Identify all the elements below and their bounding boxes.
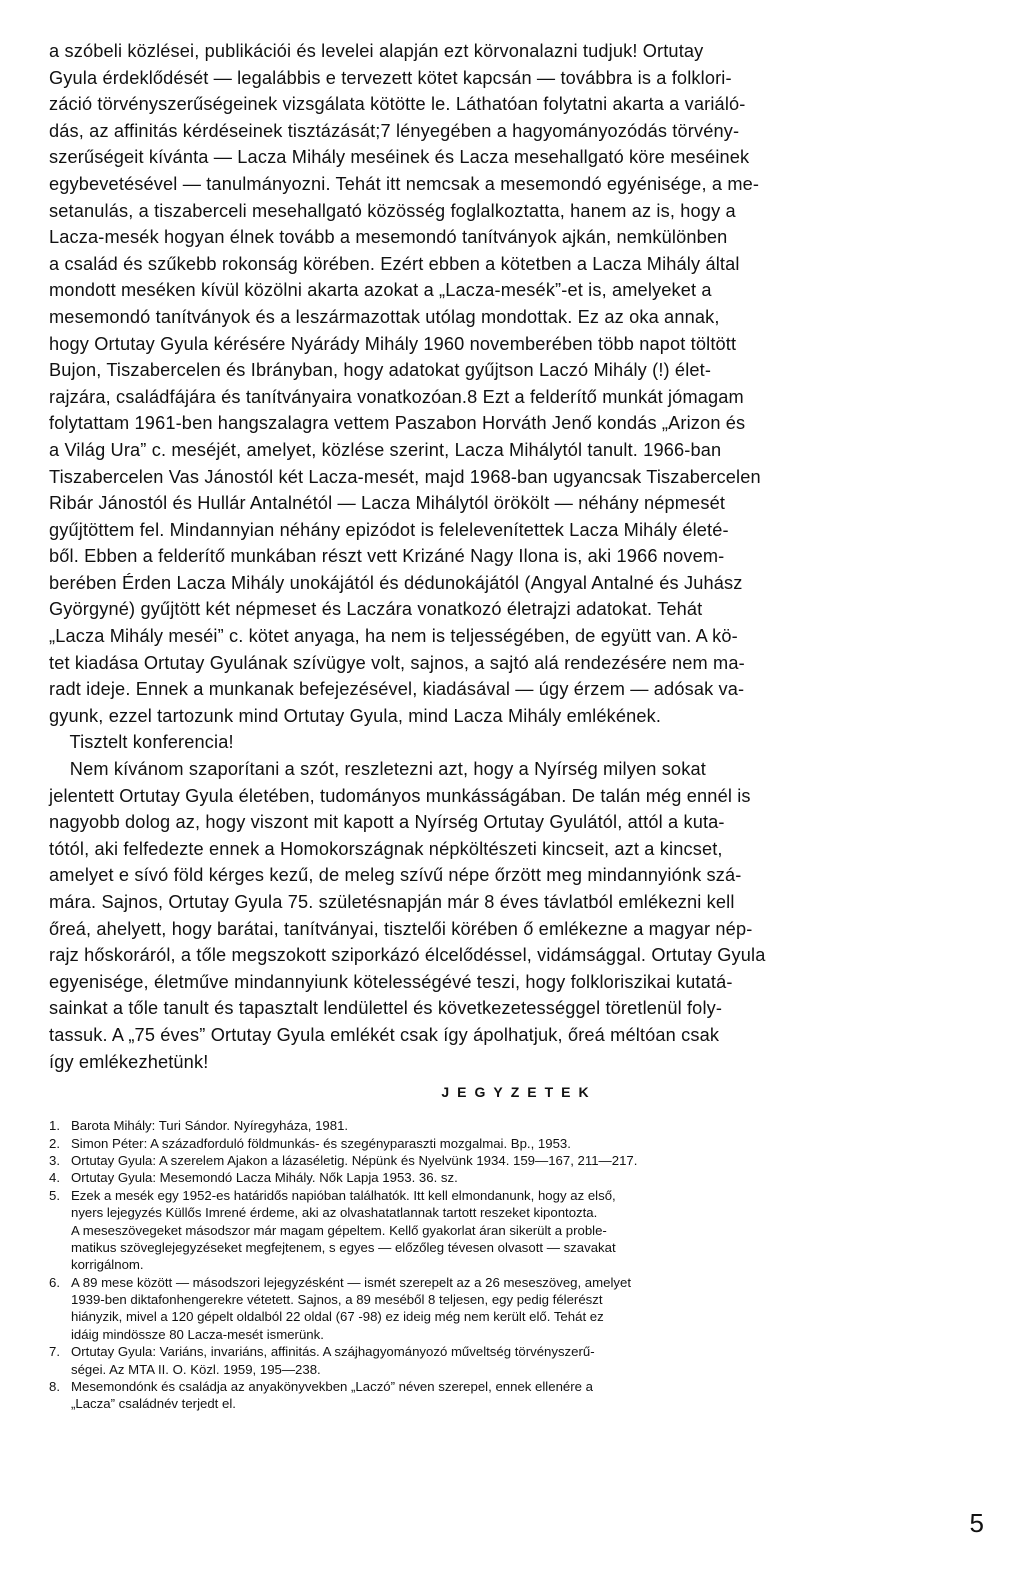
body-line: mesemondó tanítványok és a leszármazottak utólag mondottak. Ez az oka annak, bbox=[49, 306, 720, 327]
footnote-number: 7. bbox=[49, 1344, 60, 1360]
body-line: berében Érden Lacza Mihály unokájától és dédunokájától (Angyal Antalné és Juhász bbox=[49, 572, 743, 593]
body-line: hogy Ortutay Gyula kérésére Nyárády Mihály 1960 novemberében több napot töltött bbox=[49, 333, 737, 354]
footnote-text: nyers lejegyzés Küllős Imrené érdeme, aki az olvashatatlannak tartott reszeket kipontozta. bbox=[71, 1205, 598, 1221]
body-line: Bujon, Tiszabercelen és Ibrányban, hogy adatokat gyűjtson Laczó Mihály (!) élet- bbox=[49, 360, 712, 381]
body-line: mondott meséken kívül közölni akarta azokat a „Lacza-mesék”-et is, amelyeket a bbox=[49, 280, 712, 301]
footnote-number: 5. bbox=[49, 1187, 60, 1203]
body-text bbox=[49, 38, 989, 1075]
footnote-text: „Lacza” családnév terjedt el. bbox=[71, 1396, 236, 1412]
footnote-number: 1. bbox=[49, 1118, 60, 1134]
footnote-line bbox=[49, 1187, 989, 1204]
footnote-line bbox=[49, 1361, 989, 1378]
footnote-line bbox=[49, 1169, 989, 1186]
footnote-line bbox=[49, 1152, 989, 1169]
notes-list bbox=[49, 1117, 989, 1413]
notes-heading: JEGYZETEK bbox=[441, 1084, 597, 1101]
body-line: rajzára, családfájára és tanítványaira vonatkozóan.8 Ezt a felderítő munkát jómagam bbox=[49, 386, 744, 407]
footnote-line bbox=[49, 1326, 989, 1343]
body-line: őreá, ahelyett, hogy barátai, tanítványai, tisztelői körében ő emlékezne a magyar nép- bbox=[49, 918, 753, 939]
body-line: gyunk, ezzel tartozunk mind Ortutay Gyula, mind Lacza Mihály emlékének. bbox=[49, 705, 662, 726]
footnote-text: Ortutay Gyula: A szerelem Ajakon a lázaséletig. Népünk és Nyelvünk 1934. 159—167, 211—217. bbox=[71, 1152, 638, 1168]
footnote-text: korrigálnom. bbox=[71, 1257, 144, 1273]
body-line: ből. Ebben a felderítő munkában részt vett Krizáné Nagy Ilona is, aki 1966 novem- bbox=[49, 546, 725, 567]
body-line: Tisztelt konferencia! bbox=[49, 732, 234, 753]
footnote-line bbox=[49, 1256, 989, 1273]
body-line: tótól, aki felfedezte ennek a Homokországnak népköltészeti kincseit, azt a kincset, bbox=[49, 838, 723, 859]
footnote-number bbox=[49, 1361, 71, 1378]
body-line: tassuk. A „75 éves” Ortutay Gyula emlékét csak így ápolhatjuk, őreá méltóan csak bbox=[49, 1024, 720, 1045]
body-line: Lacza-mesék hogyan élnek tovább a mesemondó tanítványok ajkán, nemkülönben bbox=[49, 227, 728, 248]
footnote-text: Mesemondónk és családja az anyakönyvekben „Laczó” néven szerepel, ennek ellenére a bbox=[71, 1379, 593, 1395]
body-line: záció törvényszerűségeinek vizsgálata kötötte le. Láthatóan folytatni akarta a variáló- bbox=[49, 94, 746, 115]
footnote-number: 2. bbox=[49, 1135, 60, 1151]
footnote-number bbox=[49, 1222, 71, 1239]
footnote-text: Barota Mihály: Turi Sándor. Nyíregyháza, 1981. bbox=[71, 1118, 349, 1134]
body-line: gyűjtöttem fel. Mindannyian néhány epizódot is felelevenítettek Lacza Mihály életé- bbox=[49, 519, 729, 540]
footnote-line bbox=[49, 1204, 989, 1221]
footnote-line bbox=[49, 1378, 989, 1395]
footnote-line bbox=[49, 1308, 989, 1325]
body-line: nagyobb dolog az, hogy viszont mit kapott a Nyírség Ortutay Gyulától, attól a kuta- bbox=[49, 812, 725, 833]
body-line: Ribár Jánostól és Hullár Antalnétól — Lacza Mihálytól örökölt — néhány népmesét bbox=[49, 493, 726, 514]
body-line: sainkat a tőle tanult és tapasztalt lendülettel és következetességgel töretlenül foly- bbox=[49, 998, 723, 1019]
body-line: folytattam 1961-ben hangszalagra vettem Paszabon Horváth Jenő kondás „Arizon és bbox=[49, 413, 746, 434]
footnote-number bbox=[49, 1204, 71, 1221]
footnote-number: 6. bbox=[49, 1274, 60, 1290]
body-line: dás, az affinitás kérdéseinek tisztázását;7 lényegében a hagyományozódás törvény- bbox=[49, 120, 740, 141]
footnote-text: hiányzik, mivel a 120 gépelt oldalból 22 oldal (67 -98) ez ideig még nem került elő. Tehát ez bbox=[71, 1309, 604, 1325]
body-line: jelentett Ortutay Gyula életében, tudományos munkásságában. De talán még ennél is bbox=[49, 785, 751, 806]
footnote-number bbox=[49, 1239, 71, 1256]
footnote-line bbox=[49, 1222, 989, 1239]
footnote-text: Ortutay Gyula: Mesemondó Lacza Mihály. Nők Lapja 1953. 36. sz. bbox=[71, 1170, 458, 1186]
page-text bbox=[49, 38, 989, 1413]
footnote-text: 1939-ben diktafonhengerekre vétetett. Sajnos, a 89 meséből 8 teljesen, egy pedig félerészt bbox=[71, 1292, 603, 1308]
page-number: 5 bbox=[969, 1508, 984, 1538]
footnote-text: Simon Péter: A századforduló földmunkás- és szegényparaszti mozgalmai. Bp., 1953. bbox=[71, 1135, 571, 1151]
footnote-number: 8. bbox=[49, 1379, 60, 1395]
body-line: amelyet e sívó föld kérges kezű, de meleg szívű népe őrzött meg mindannyiónk szá- bbox=[49, 865, 742, 886]
footnote-text: Ortutay Gyula: Variáns, invariáns, affinitás. A szájhagyományozó műveltség törvényszerű- bbox=[71, 1344, 595, 1360]
footnote-line bbox=[49, 1239, 989, 1256]
footnote-line bbox=[49, 1343, 989, 1360]
footnote-number: 4. bbox=[49, 1170, 60, 1186]
footnote-number bbox=[49, 1291, 71, 1308]
footnote-line bbox=[49, 1395, 989, 1412]
body-line: így emlékezhetünk! bbox=[49, 1051, 209, 1072]
body-line: Nem kívánom szaporítani a szót, reszletezni azt, hogy a Nyírség milyen sokat bbox=[49, 759, 706, 780]
footnote-text: ségei. Az MTA II. O. Közl. 1959, 195—238. bbox=[71, 1361, 321, 1377]
footnote-text: Ezek a mesék egy 1952-es határidős napióban találhatók. Itt kell elmondanunk, hogy az első, bbox=[71, 1187, 616, 1203]
body-line: mára. Sajnos, Ortutay Gyula 75. születésnapján már 8 éves távlatból emlékezni kell bbox=[49, 892, 735, 912]
body-line: egybevetésével — tanulmányozni. Tehát itt nemcsak a mesemondó egyénisége, a me- bbox=[49, 173, 760, 194]
body-line: a szóbeli közlései, publikációi és levelei alapján ezt körvonalazni tudjuk! Ortutay bbox=[49, 41, 704, 61]
footnote-line bbox=[49, 1291, 989, 1308]
body-line: szerűségeit kívánta — Lacza Mihály meséinek és Lacza mesehallgató köre meséinek bbox=[49, 147, 750, 168]
body-line: a család és szűkebb rokonság körében. Ezért ebben a kötetben a Lacza Mihály által bbox=[49, 253, 740, 274]
footnote-text: matikus szöveglejegyzéseket megfejtenem, s egyes — előzőleg tévesen olvasott — szavakat bbox=[71, 1239, 616, 1255]
body-line: rajz hőskoráról, a tőle megszokott sziporkázó élcelődéssel, vidámsággal. Ortutay Gyula bbox=[49, 945, 766, 966]
body-line: Tiszabercelen Vas Jánostól két Lacza-mesét, majd 1968-ban ugyancsak Tiszabercelen bbox=[49, 466, 761, 487]
footnote-number: 3. bbox=[49, 1152, 60, 1168]
footnote-number bbox=[49, 1256, 71, 1273]
body-line: Gyula érdeklődését — legalábbis e tervezett kötet kapcsán — továbbra is a folklori- bbox=[49, 67, 732, 88]
body-line: Györgyné) gyűjtött két népmeset és Laczára vonatkozó életrajzi adatokat. Tehát bbox=[49, 599, 703, 620]
body-line: tet kiadása Ortutay Gyulának szívügye volt, sajnos, a sajtó alá rendezésére nem ma- bbox=[49, 652, 745, 673]
footnote-number bbox=[49, 1326, 71, 1343]
footnote-line bbox=[49, 1274, 989, 1291]
body-line: setanulás, a tiszaberceli mesehallgató közösség foglalkoztatta, hanem az is, hogy a bbox=[49, 200, 736, 221]
body-line: „Lacza Mihály meséi” c. kötet anyaga, ha nem is teljességében, de együtt van. A kö- bbox=[49, 626, 738, 647]
footnote-text: A meseszövegeket másodszor már magam gépeltem. Kellő gyakorlat áran sikerült a proble- bbox=[71, 1222, 607, 1238]
footnote-line bbox=[49, 1117, 989, 1134]
body-line: a Világ Ura” c. meséjét, amelyet, közlése szerint, Lacza Mihálytól tanult. 1966-ban bbox=[49, 439, 722, 460]
body-line: egyenisége, életműve mindannyiunk kötelességévé teszi, hogy folkloriszikai kutatá- bbox=[49, 971, 733, 992]
footnote-number bbox=[49, 1308, 71, 1325]
footnote-text: A 89 mese között — másodszori lejegyzésként — ismét szerepelt az a 26 meseszöveg, amelyet bbox=[71, 1274, 631, 1290]
body-line: radt ideje. Ennek a munkanak befejezésével, kiadásával — úgy érzem — adósak va- bbox=[49, 679, 745, 700]
footnote-number bbox=[49, 1395, 71, 1412]
footnote-line bbox=[49, 1135, 989, 1152]
footnote-text: idáig mindössze 80 Lacza-mesét ismerünk. bbox=[71, 1326, 324, 1342]
